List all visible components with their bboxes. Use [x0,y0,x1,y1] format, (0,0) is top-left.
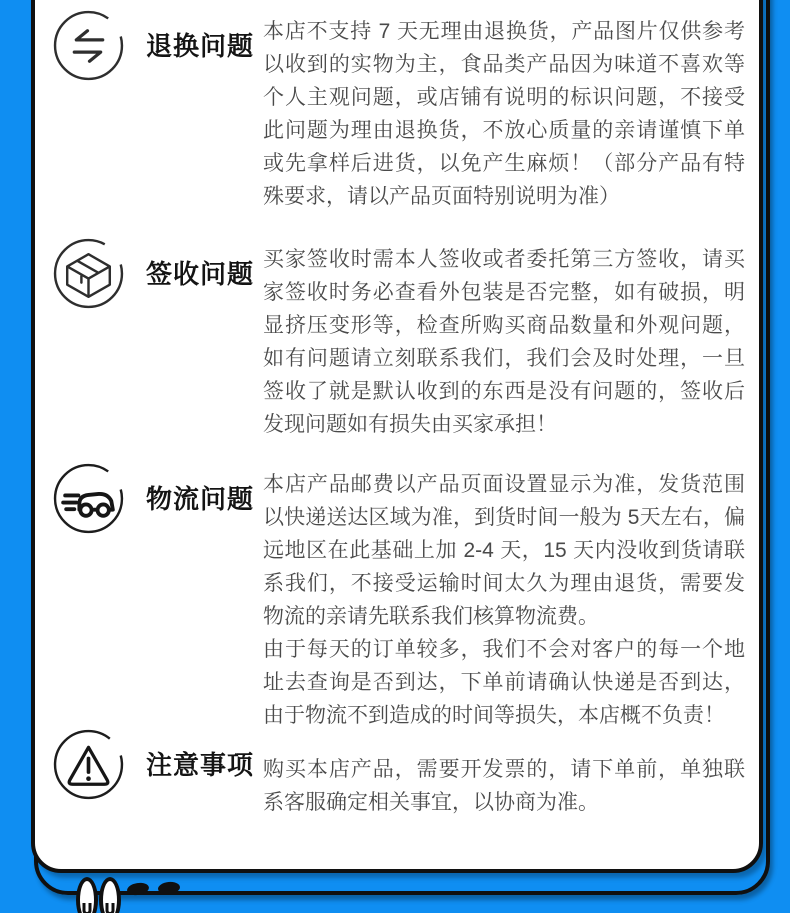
section-body [263,753,745,819]
section-body-paragraph: 买家签收时需本人签收或者委托第三方签收，请买家签收时务必查看外包装是否完整，如有破损，明显挤压变形等，检查所购买商品数量和外观问题，如有问题请立刻联系我们，我们会及时处理，一旦签收了就是默认收到的东西是没有问题的，签收后发现问题如有损失由买家承担！ [263,248,745,436]
section-body [263,468,745,732]
section-notices [52,728,759,819]
policy-card [31,0,763,873]
delivery-truck-icon [52,462,125,535]
peek-pupil [106,903,115,913]
swap-arrows-icon [52,9,125,82]
section-body-paragraph: 购买本店产品，需要开发票的，请下单前，单独联系客服确定相关事宜，以协商为准。 [263,758,745,814]
package-box-icon [52,237,125,310]
section-title: 注意事项 [146,750,255,780]
section-logistics-policy [52,462,759,732]
section-title: 物流问题 [146,484,255,514]
section-return-policy [52,9,759,213]
section-body-paragraph: 本店产品邮费以产品页面设置显示为准，发货范围以快递送达区域为准，到货时间一般为 5天左右，偏远地区在此基础上加 2-4 天，15 天内没收到货请联系我们，不接受运输时间太久为理由退货，需要发物流的亲请先联系我们核算物流费。 [263,473,745,628]
section-title: 签收问题 [146,259,255,289]
section-body-paragraph: 本店不支持 7 天无理由退换货，产品图片仅供参考以收到的实物为主，食品类产品因为味道不喜欢等个人主观问题，或店铺有说明的标识问题，不接受此问题为理由退换货，不放心质量的亲请谨慎下单或先拿样后进货，以免产生麻烦！（部分产品有特殊要求，请以产品页面特别说明为准） [263,20,745,208]
section-sign-for-policy [52,237,759,441]
section-title: 退换问题 [146,31,255,61]
section-body [263,243,745,441]
section-body [263,15,745,213]
warning-triangle-icon [52,728,125,801]
peek-pupil [83,903,92,913]
section-body-paragraph: 由于每天的订单较多，我们不会对客户的每一个地址去查询是否到达，下单前请确认快递是否到达，由于物流不到造成的时间等损失，本店概不负责！ [263,638,745,727]
